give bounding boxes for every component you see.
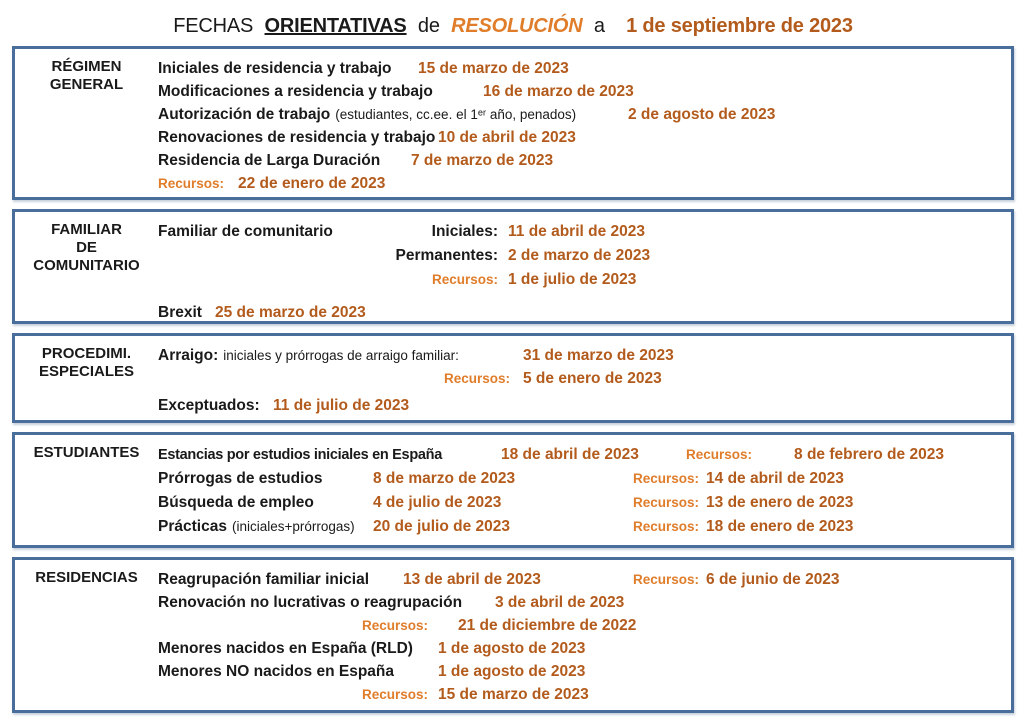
procedure-row xyxy=(158,467,1005,491)
recursos-date: 6 de junio de 2023 xyxy=(706,571,840,588)
procedure-label: Prórrogas de estudios xyxy=(158,470,323,487)
procedure-row xyxy=(158,344,1005,367)
procedure-row xyxy=(158,637,1005,660)
procedure-row xyxy=(158,568,1005,591)
recursos-row xyxy=(158,614,1005,637)
procedure-row xyxy=(158,301,1005,325)
resolution-date: 11 de julio de 2023 xyxy=(273,397,410,414)
resolution-date: 8 de marzo de 2023 xyxy=(373,470,516,487)
recursos-row xyxy=(158,268,1005,292)
procedure-row xyxy=(158,591,1005,614)
procedure-label: Exceptuados: xyxy=(158,397,260,414)
recursos-label: Recursos: xyxy=(633,471,700,486)
procedure-label: Búsqueda de empleo xyxy=(158,494,314,511)
recursos-label: Recursos: xyxy=(158,176,225,191)
resolution-date: 16 de marzo de 2023 xyxy=(483,83,634,100)
section-familiar-comunitario xyxy=(12,209,1014,324)
recursos-date: 1 de julio de 2023 xyxy=(508,271,637,288)
recursos-label: Recursos: xyxy=(361,618,428,633)
resolution-date: 1 de agosto de 2023 xyxy=(438,663,586,680)
recursos-label: Recursos: xyxy=(431,272,498,287)
title-fechas: FECHAS xyxy=(173,15,254,37)
resolution-date: 15 de marzo de 2023 xyxy=(418,60,569,77)
resolution-date: 31 de marzo de 2023 xyxy=(523,347,674,364)
section-residencias xyxy=(12,557,1014,713)
resolution-date: 11 de abril de 2023 xyxy=(508,223,646,240)
section-label-line: GENERAL xyxy=(49,76,124,93)
page-title xyxy=(12,12,1014,46)
section-estudiantes xyxy=(12,432,1014,548)
resolution-date: 2 de marzo de 2023 xyxy=(508,247,651,264)
recursos-label: Recursos: xyxy=(633,495,700,510)
title-a: a xyxy=(593,15,605,37)
recursos-date: 21 de diciembre de 2022 xyxy=(458,617,637,634)
section-label-line: FAMILIAR xyxy=(51,221,122,238)
procedure-row xyxy=(158,80,1005,103)
recursos-date: 22 de enero de 2023 xyxy=(238,175,386,192)
procedure-label: Brexit xyxy=(158,304,202,321)
section-label-regimen-general xyxy=(15,49,158,197)
procedure-row xyxy=(158,660,1005,683)
recursos-label: Recursos: xyxy=(361,687,428,702)
recursos-row xyxy=(158,683,1005,706)
recursos-date: 8 de febrero de 2023 xyxy=(794,446,944,463)
recursos-date: 15 de marzo de 2023 xyxy=(438,686,589,703)
procedure-row xyxy=(158,244,1005,268)
procedure-label: Residencia de Larga Duración xyxy=(158,152,381,169)
procedure-row xyxy=(158,126,1005,149)
recursos-date: 14 de abril de 2023 xyxy=(706,470,844,487)
procedure-row xyxy=(158,394,1005,417)
section-label-procedimientos-especiales xyxy=(15,336,158,420)
section-label-line: DE xyxy=(76,239,97,256)
iniciales-key: Iniciales: xyxy=(431,223,498,240)
section-label-line: ESTUDIANTES xyxy=(33,444,140,461)
recursos-date: 18 de enero de 2023 xyxy=(706,518,854,535)
recursos-date: 13 de enero de 2023 xyxy=(706,494,854,511)
recursos-row xyxy=(158,172,1005,195)
procedure-label: Estancias por estudios iniciales en España xyxy=(158,447,442,463)
resolution-date: 25 de marzo de 2023 xyxy=(215,304,366,321)
recursos-label: Recursos: xyxy=(633,519,700,534)
recursos-row xyxy=(158,367,1005,390)
procedure-label: Familiar de comunitario xyxy=(158,223,333,240)
procedure-label: Iniciales de residencia y trabajo xyxy=(158,60,392,77)
resolution-date: 7 de marzo de 2023 xyxy=(411,152,554,169)
section-label-estudiantes xyxy=(15,435,158,545)
resolution-date: 10 de abril de 2023 xyxy=(438,129,576,146)
procedure-label: Modificaciones a residencia y trabajo xyxy=(158,83,433,100)
procedure-label: Prácticas xyxy=(158,518,227,535)
section-label-familiar-comunitario xyxy=(15,212,158,321)
resolution-date: 2 de agosto de 2023 xyxy=(628,106,776,123)
resolution-date: 20 de julio de 2023 xyxy=(373,518,510,535)
resolution-date: 13 de abril de 2023 xyxy=(403,571,541,588)
procedure-label: Renovaciones de residencia y trabajo xyxy=(158,129,436,146)
procedure-row xyxy=(158,57,1005,80)
resolution-date: 3 de abril de 2023 xyxy=(495,594,625,611)
title-resolucion: RESOLUCIÓN xyxy=(451,15,583,37)
procedure-label: Reagrupación familiar inicial xyxy=(158,571,370,588)
section-label-residencias xyxy=(15,560,158,710)
procedure-label: Menores NO nacidos en España xyxy=(158,663,395,680)
section-regimen-general xyxy=(12,46,1014,200)
recursos-date: 5 de enero de 2023 xyxy=(523,370,662,387)
resolution-date: 4 de julio de 2023 xyxy=(373,494,502,511)
section-procedimientos-especiales xyxy=(12,333,1014,423)
procedure-note: (iniciales+prórrogas) xyxy=(231,519,355,534)
section-label-line: RESIDENCIAS xyxy=(35,569,138,586)
title-date: 1 de septiembre de 2023 xyxy=(626,15,853,37)
procedure-note: (estudiantes, cc.ee. el 1ᵉʳ año, penados) xyxy=(335,107,577,122)
resolution-date: 1 de agosto de 2023 xyxy=(438,640,586,657)
procedure-label: Menores nacidos en España (RLD) xyxy=(158,640,413,657)
resolution-date: 18 de abril de 2023 xyxy=(501,446,639,463)
procedure-row xyxy=(158,220,1005,244)
section-label-line: RÉGIMEN xyxy=(51,58,122,75)
recursos-label: Recursos: xyxy=(443,371,510,386)
title-orientativas: ORIENTATIVAS xyxy=(264,15,407,37)
procedure-label: Autorización de trabajo xyxy=(158,106,331,123)
section-label-line: PROCEDIMI. xyxy=(41,345,132,362)
title-de: de xyxy=(417,15,440,37)
permanentes-key: Permanentes: xyxy=(395,247,498,264)
procedure-row xyxy=(158,515,1005,539)
procedure-label: Arraigo: xyxy=(158,347,219,364)
procedure-row xyxy=(158,491,1005,515)
recursos-label: Recursos: xyxy=(686,447,753,462)
section-label-line: COMUNITARIO xyxy=(33,257,140,274)
procedure-row xyxy=(158,149,1005,172)
section-label-line: ESPECIALES xyxy=(38,363,135,380)
procedure-row xyxy=(158,103,1005,126)
procedure-note: iniciales y prórrogas de arraigo familiar: xyxy=(223,348,459,363)
recursos-label: Recursos: xyxy=(633,572,700,587)
procedure-label: Renovación no lucrativas o reagrupación xyxy=(158,594,463,611)
procedure-row xyxy=(158,443,1005,467)
